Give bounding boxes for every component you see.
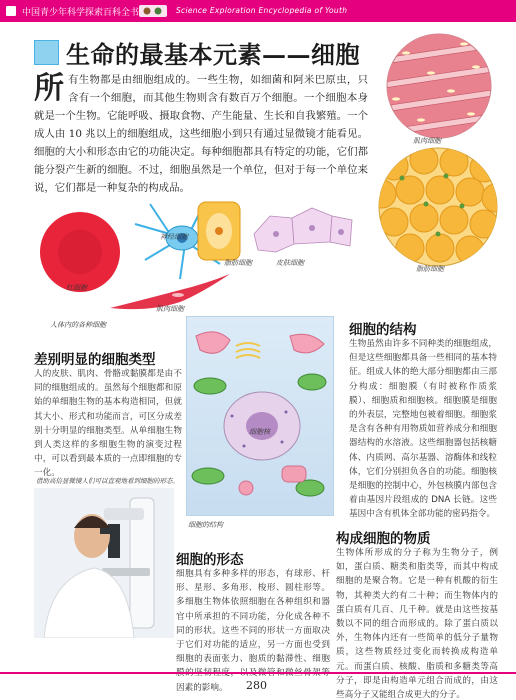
skin-cell-label: 皮肤细胞 (276, 259, 304, 267)
photo-caption: 借助高倍显微镜人们可以直观地看到细胞的形态。 (36, 477, 179, 485)
morphology-heading: 细胞的形态 (176, 552, 244, 568)
nucleus-label: 细胞核 (249, 428, 270, 436)
types-body: 人的皮肤、肌肉、骨骼或黏膜都是由不同的细胞组成的。虽然每个细胞都和原始的单细胞生物的基本构造相同，但就其大小、形式和功能而言，可区分成差别十分明显的细胞类型。从单细胞生物到人类这样的多细胞生物的演变过程中，可以看到最本质的一点即细胞的专一化。 (34, 369, 182, 479)
fat-cell-caption: 脂肪细胞 (416, 265, 444, 273)
series-title-en: Science Exploration Encyclopedia of Youth (176, 6, 348, 15)
footer-line (0, 672, 516, 674)
cell-types-illustration (30, 194, 370, 324)
microscope-photo (34, 488, 174, 638)
page-number: 280 (246, 679, 267, 692)
fat-cell-label: 脂肪细胞 (224, 259, 252, 267)
types-heading: 差别明显的细胞类型 (34, 352, 156, 368)
morphology-body: 细胞具有多种多样的形态，有球形、杆形、星形、多角形、梭形、圆柱形等。多细胞生物体依照细胞在各种组织和器官中所承担的不同功能，分化成各种不同的形状。这些不同的形状一方面取决于它们对功能的适应，另一方面也受到细胞的表面张力、胞质的黏滞性、细胞 因素的影响。 (176, 569, 330, 693)
cell-structure-illustration (186, 316, 334, 516)
intro-text: 有生物都是由细胞组成的。一些生物，如细菌和阿米巴原虫，只含有一个细胞，而其他生物则含有数百万个细胞。一个细胞本身就是一个生物。它能呼吸、摄取食物、产生能量、生长和自我繁殖。一个成人由 10 兆以上的细胞组成，这些细胞小到只有通过显微镜才能看见。细胞的大小和形态由它的功能决定。每种细胞都具有特定的功能，它们都能分裂产生新的细胞。不过，细胞虽然是一个单位，但对于每一个单位来说，它们都是一种复杂的构成品。 (34, 74, 368, 194)
substance-body: 生物体所形成的分子称为生物分子，例如，蛋白质、糖类和脂类等，而其中构成细胞的是聚合物。它是一种有机酸的衍生物，其种类大约有二十种；而生物体内的蛋白质有几百、几千种。就是由这些按基数以不同的组合而形成的。除了蛋白质以外，生物体内还有一些简单的低分子量物质，这些物质经过变化而转换成构造单元。而蛋白质、核酸、脂质和多糖类等高分子，即是由构造单元组合而成的，由这些高分子又能组合成更大的分子。 (336, 548, 498, 700)
muscle-cell-illustration (376, 32, 502, 140)
series-logo-icon (138, 4, 168, 18)
muscle-cell-caption: 肌肉细胞 (413, 137, 441, 145)
substance-heading: 构成细胞的物质 (336, 531, 431, 547)
muscle-cell-label: 肌肉细胞 (156, 305, 184, 313)
nerve-cell-label: 神经细胞 (160, 233, 188, 241)
cell-types-caption: 人体内的各种细胞 (50, 321, 106, 329)
structure-body: 生物虽然由许多不同种类的细胞组成，但是这些细胞都具备一些相同的基本特征。组成人体的绝大部分细胞都由三部分构成：细胞膜（有时被称作质浆膜）、细胞质和细胞核。细胞膜是细胞的外表层，完整地包被着细胞。细胞浆是含有各种有用物质如营养成分和细胞器结构的水溶液。这些细胞器包括核糖体、内质网、高尔基器、溶酶体和线粒体，它们分别担负各自的功能。细胞核是细胞的控制中心，外包核膜内部包含着由基因片段组成的 DNA 长链。这些基因中含有机体全部功能的密码指令。 (349, 339, 497, 520)
page-title: 生命的最基本元素——细胞 (66, 40, 360, 69)
red-cell-label: 红细胞 (66, 284, 87, 292)
header-square-icon (6, 6, 16, 16)
diagram-caption: 细胞的结构 (188, 521, 223, 529)
drop-cap: 所 (34, 71, 64, 106)
intro-paragraph (34, 71, 368, 197)
header-bar (0, 0, 516, 22)
series-title: 中国青少年科学探索百科全书 (22, 8, 140, 18)
structure-heading: 细胞的结构 (349, 322, 417, 338)
fat-cell-illustration (372, 146, 504, 268)
title-marker (34, 40, 59, 65)
